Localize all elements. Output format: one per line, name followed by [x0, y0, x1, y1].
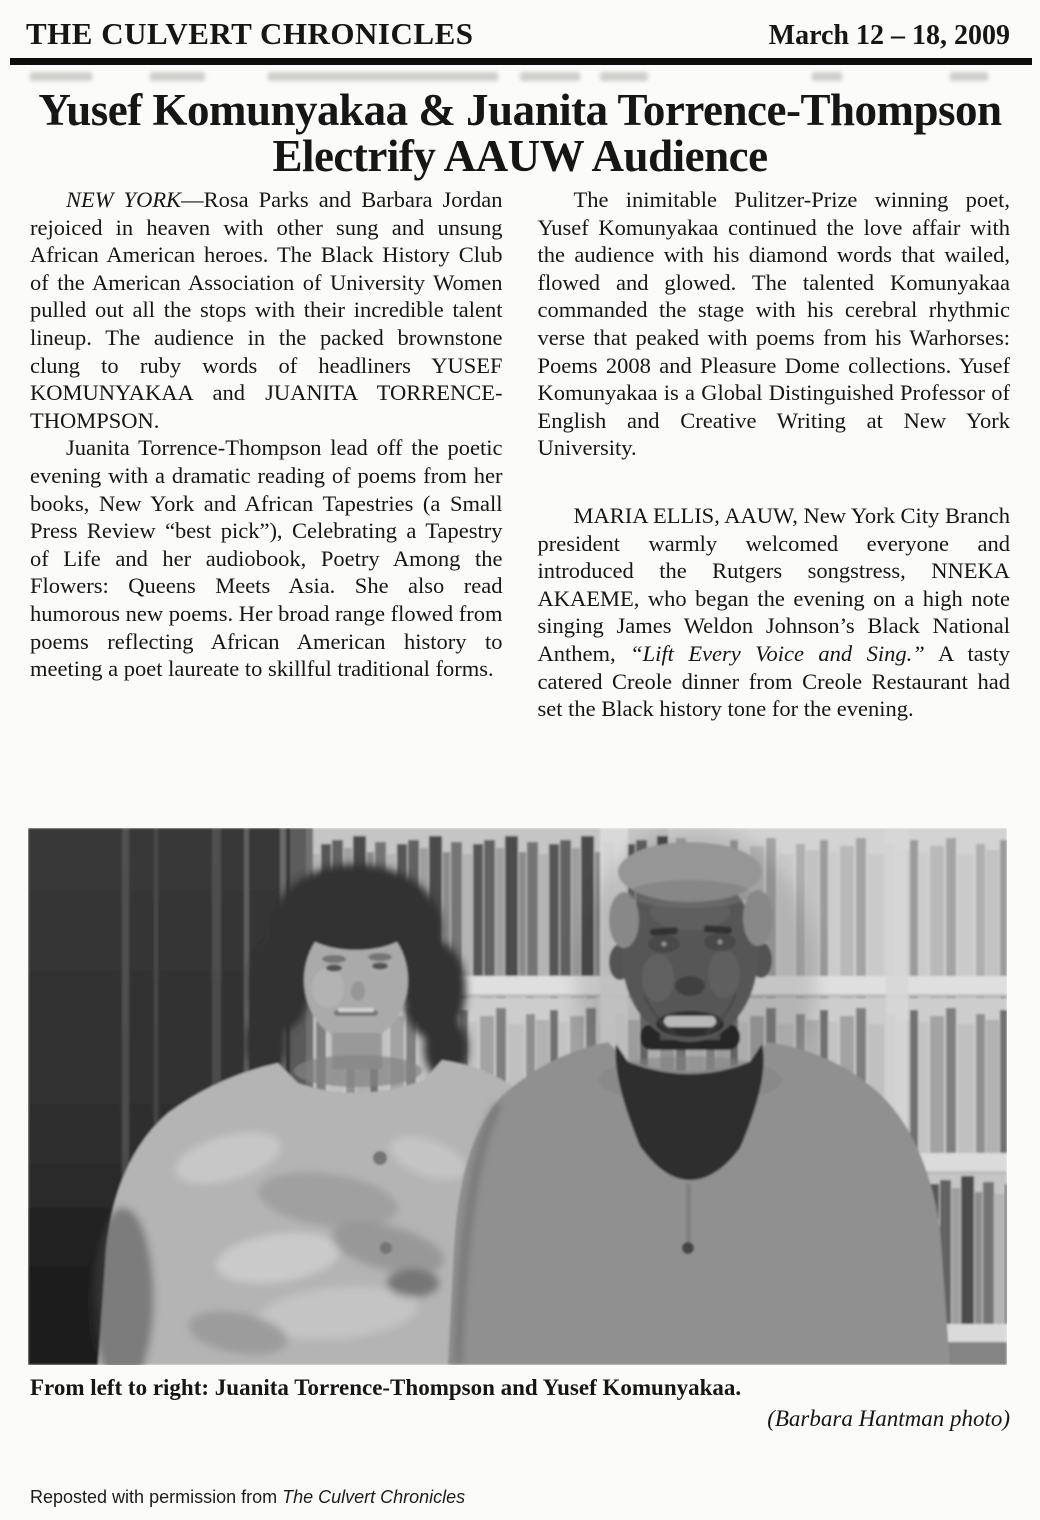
masthead-title: THE CULVERT CHRONICLES [26, 16, 474, 51]
photo-caption: From left to right: Juanita Torrence-Thompson and Yusef Komunyakaa. [30, 1375, 742, 1400]
text-segment: MARIA ELLIS, AAUW, New York City Branch president warmly welcomed everyone and introduced the Rutgers songstress, NNEKA AKAEME, who began the evening on a high note singing James Weldon Johnson’s Black National Anthem, [537, 502, 1010, 666]
news-photo-graphic [28, 828, 1007, 1365]
text-segment: Reposted with permission from [30, 1487, 283, 1507]
headline [0, 87, 1040, 179]
headline-line1: Yusef Komunyakaa & Juanita Torrence-Thompson [38, 85, 1002, 135]
right-column [538, 186, 1011, 826]
article-paragraph [538, 186, 1011, 462]
article-paragraph [538, 502, 1011, 723]
text-segment: The Culvert Chronicles [282, 1487, 466, 1507]
text-segment: —Rosa Parks and Barbara Jordan rejoiced in heaven with other sung and unsung African American heroes. The Black History Club of the American Association of University Women pulled out all the stops with their incredible talent lineup. The audience in the packed brownstone clung to ruby words of headliners YUSEF KOMUNYAKAA and JUANITA TORRENCE-THOMPSON. [30, 187, 503, 433]
article-body [0, 186, 1040, 826]
photo-credit: (Barbara Hantman photo) [767, 1406, 1010, 1431]
text-segment: Juanita Torrence-Thompson lead off the poetic evening with a dramatic reading of poems from her books, New York and African Tapestries (a Small Press Review “best pick”), Celebrating a Tapestry of Life and her audiobook, Poetry Among the Flowers: Queens Meets Asia. She also read humorous new poems. Her broad range flowed from poems reflecting African American history to meeting a poet laureate to skillful traditional forms. [30, 435, 503, 682]
article-paragraph [30, 434, 503, 682]
ghost-bleedthrough-text [0, 65, 1040, 86]
headline-line2: Electrify AAUW Audience [272, 131, 768, 181]
news-photo [28, 828, 1007, 1365]
left-column [30, 186, 503, 826]
masthead-date: March 12 – 18, 2009 [768, 20, 1010, 51]
masthead [0, 0, 1040, 52]
divider-rule [10, 58, 1032, 65]
text-segment: The inimitable Pulitzer-Prize winning poet, Yusef Komunyakaa continued the love affair with the audience with his diamond words that wailed, flowed and glowed. The talented Komunyakaa commanded the stage with his cerebral rhythmic verse that peaked with poems from his Warhorses: Poems 2008 and Pleasure Dome collections. Yusef Komunyakaa is a Global Distinguished Professor of English and Creative Writing at New York University. [537, 187, 1010, 461]
text-segment: A tasty catered Creole dinner from Creole Restaurant had set the Black history tone for the evening. [537, 640, 1010, 722]
footer-note [0, 1487, 1040, 1508]
article-paragraph [30, 186, 503, 434]
text-segment: NEW YORK [66, 187, 182, 212]
text-segment: “Lift Every Voice and Sing.” [630, 640, 925, 666]
